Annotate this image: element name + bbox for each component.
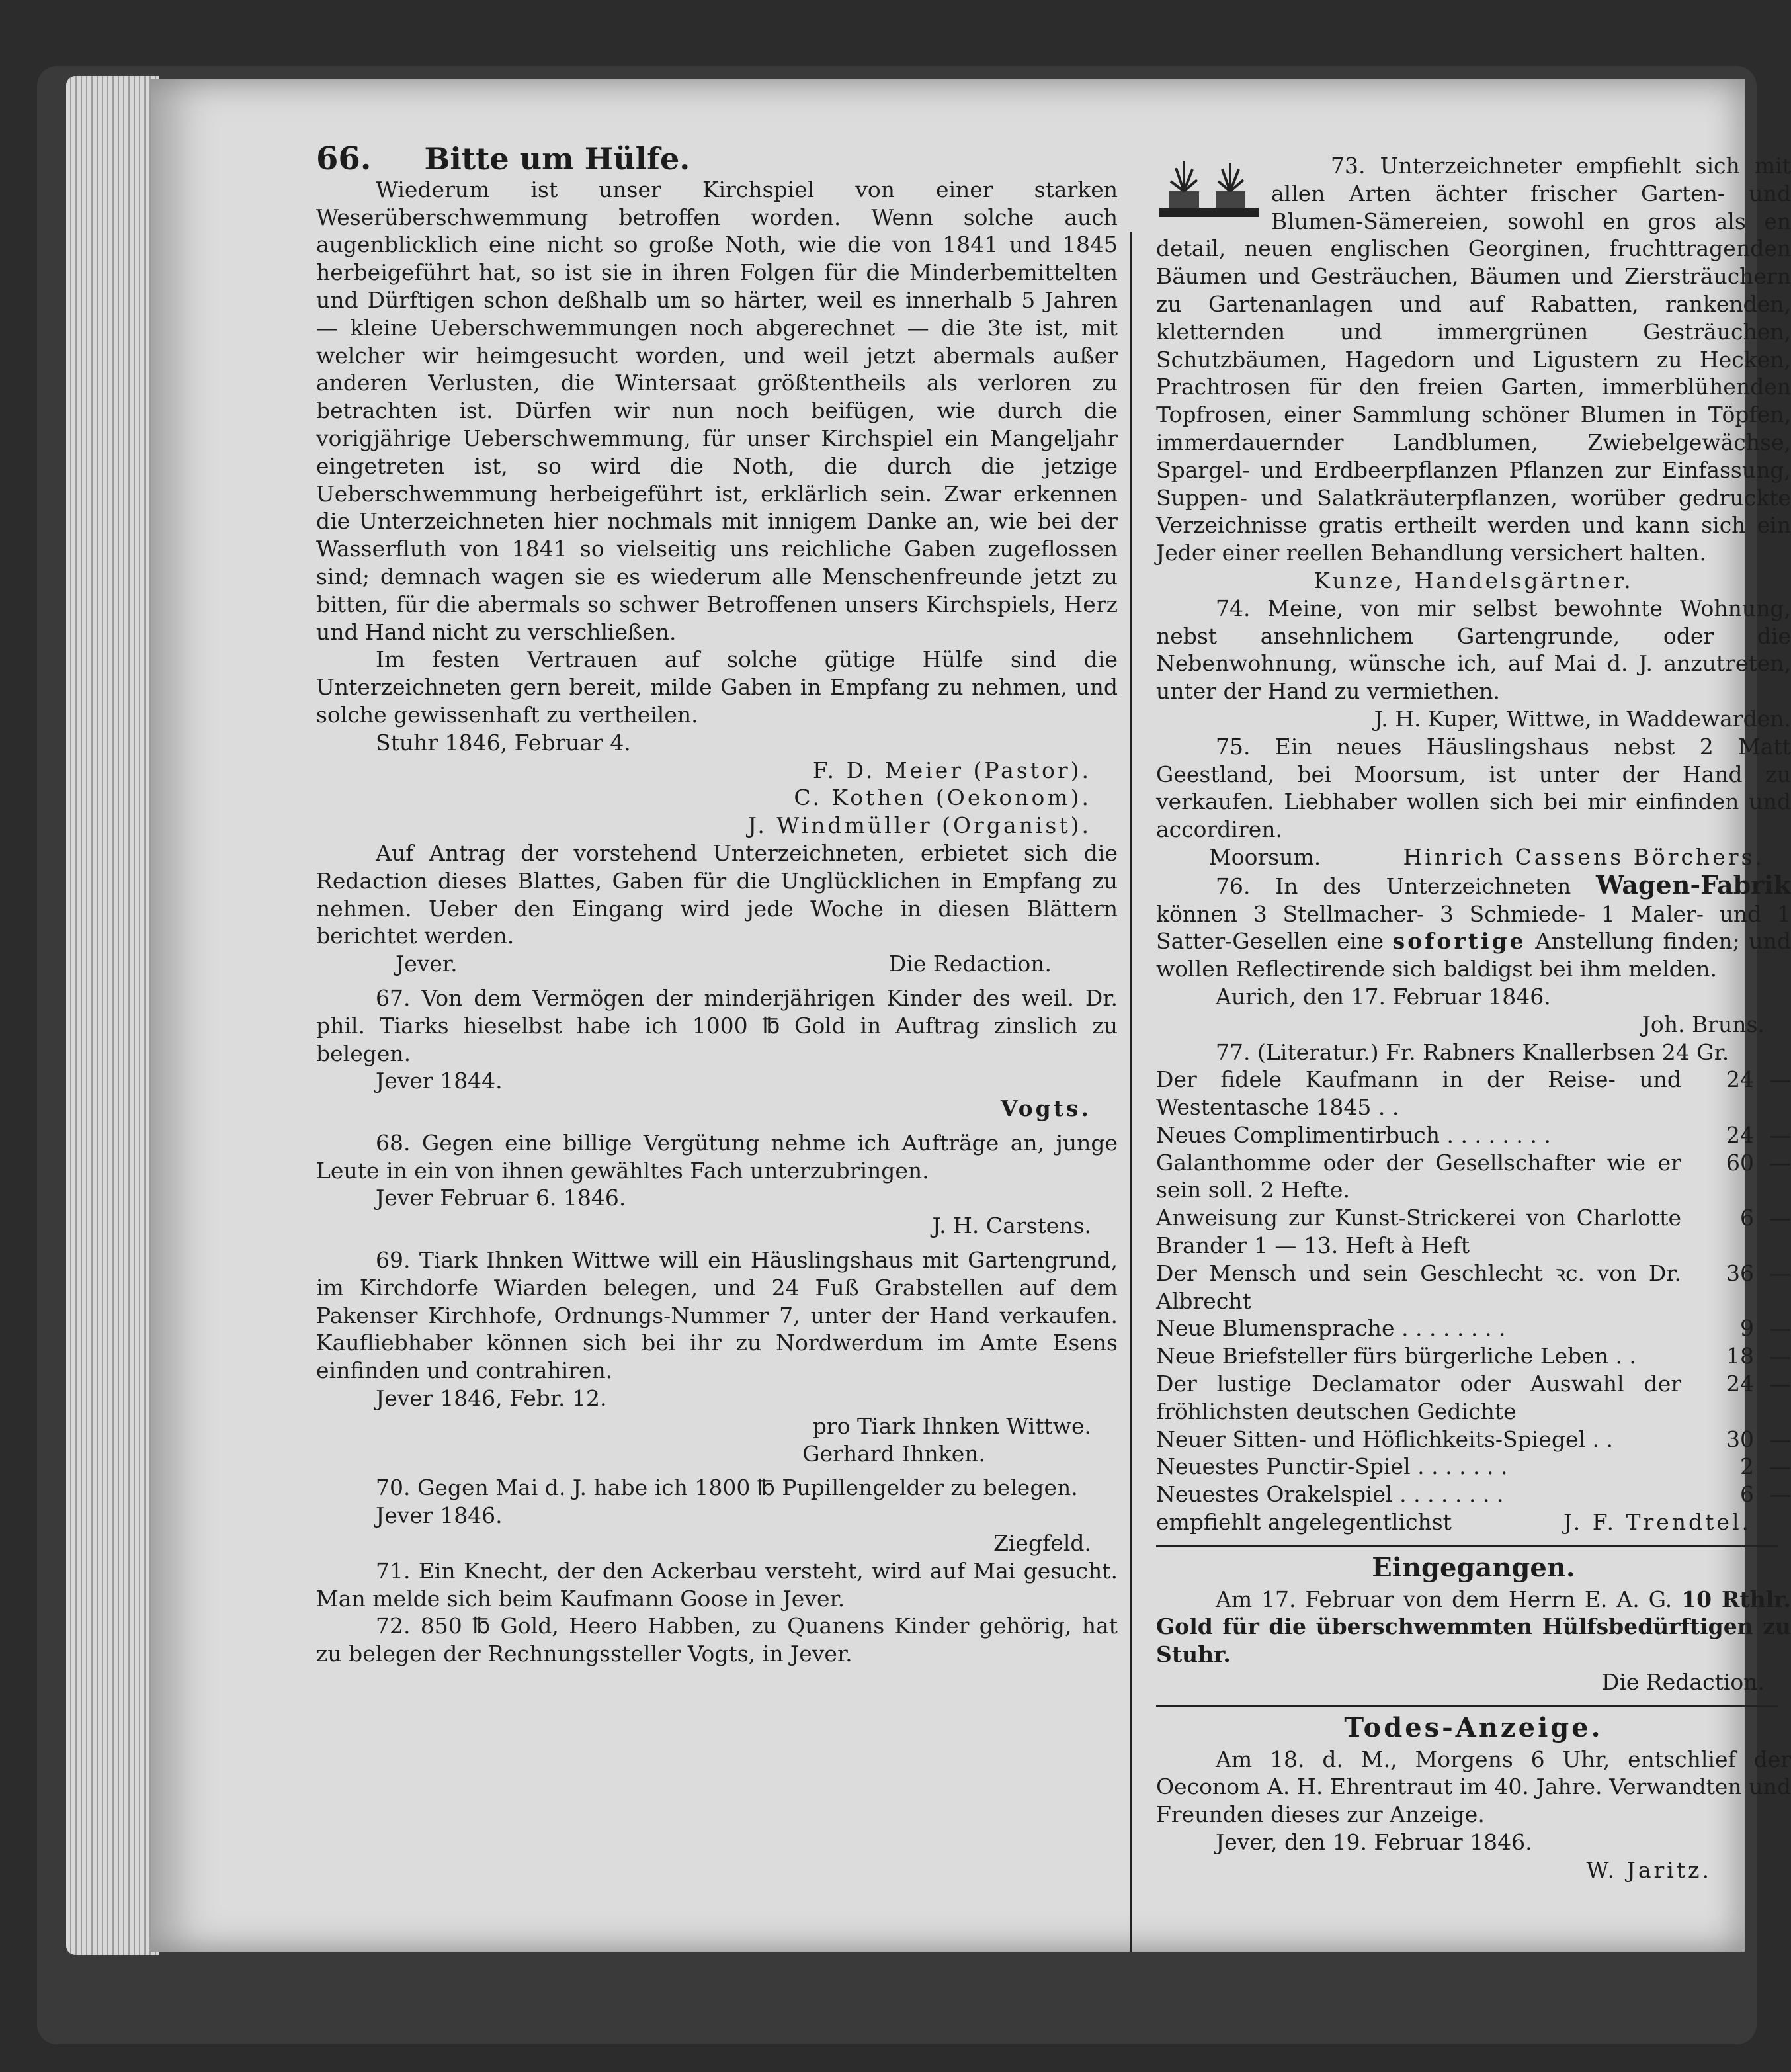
signature: C. Kothen (Oekonom). [794, 785, 1091, 811]
notice-76-signature: Joh. Bruns. [1642, 1011, 1765, 1037]
list-item [1156, 1370, 1791, 1426]
notice-74-signature: J. H. Kuper, Wittwe, in Waddewarden. [1374, 705, 1791, 732]
book-price: 36 [1726, 1260, 1754, 1286]
price-unit: — [1769, 1343, 1791, 1369]
book-price: 6 [1740, 1205, 1754, 1231]
eingegangen-heading: Eingegangen. [1372, 1551, 1575, 1583]
notice-77-intro: 77. (Literatur.) Fr. Rabners Knallerbsen 24 Gr. [1216, 1039, 1729, 1065]
notice-71-body: 71. Ein Knecht, der den Ackerbau versteht, wird auf Mai gesucht. Man melde sich beim Kaufmann Goose in Jever. [316, 1557, 1118, 1612]
notice-77-signoff [1156, 1508, 1791, 1536]
left-column [316, 140, 1118, 1668]
book-title: Galanthomme oder der Gesellschafter wie er sein soll. 2 Hefte. [1156, 1149, 1681, 1203]
book-title: Neuestes Punctir-Spiel . . . . . . . [1156, 1453, 1508, 1480]
notice-number: 66. [316, 140, 372, 177]
book-title: Anweisung zur Kunst-Strickerei von Charlotte Brander 1 — 13. Heft à Heft [1156, 1205, 1681, 1259]
signature: J. Windmüller (Organist). [747, 812, 1091, 839]
notice-76-text: 76. In des Unterzeichneten [1216, 873, 1596, 899]
wagen-fabrik-label: Wagen-Fabrik [1595, 869, 1791, 900]
todes-anzeige-heading: Todes-Anzeige. [1344, 1711, 1603, 1743]
eingegangen-amount: 10 Rthlr. Gold für die überschwemmten Hülfsbedürftigen zu Stuhr. [1156, 1586, 1791, 1668]
signature: F. D. Meier (Pastor). [812, 757, 1091, 783]
place: Moorsum. [1209, 843, 1321, 870]
book-title: Der fidele Kaufmann in der Reise- und Westentasche 1845 . . [1156, 1066, 1681, 1121]
page-edges [66, 76, 159, 1955]
notice-70-place: Jever 1846. [376, 1502, 503, 1529]
divider [1156, 1545, 1778, 1547]
notice-68-signature: J. H. Carstens. [932, 1213, 1091, 1239]
price-unit: — [1769, 1260, 1791, 1286]
right-column [1156, 152, 1791, 1884]
book-title: Der Mensch und sein Geschlecht ꝛc. von Dr. Albrecht [1156, 1260, 1681, 1314]
notice-75-signoff [1156, 843, 1791, 871]
eingegangen-text: Am 17. Februar von dem Herrn E. A. G. [1216, 1586, 1682, 1612]
notice-73-body: 73. Unterzeichneter empfiehlt sich mit allen Arten ächter frischer Garten- und Blumen-Sämereien, sowohl en gros als en detail, neuen englischen Georginen, fruchttragenden Bäumen und Gesträuchen, Bäumen und Ziersträuchern zu Gartenanlagen und auf Rabatten, rankenden, kletternden und immergrünen Gesträuchen, Schutzbäumen, Hagedorn und Ligustern zu Hecken, Prachtrosen für den freien Garten, immerblühenden Topfrosen, einer Sammlung schöner Blumen in Töpfen, immerdauernder Landblumen, Zwiebelgewächse, Spargel- und Erdbeerpflanzen Pflanzen zur Einfassung, Suppen- und Salatkräuterpflanzen, worüber gedruckte Verzeichnisse gratis ertheilt werden und kann sich ein Jeder einer reellen Behandlung versichert halten. [1156, 153, 1791, 566]
column-divider [1130, 232, 1132, 1952]
eingegangen-signature: Die Redaction. [1601, 1669, 1765, 1696]
list-item [1156, 1204, 1791, 1260]
place: Jever. [396, 951, 458, 977]
price-unit: — [1769, 1453, 1791, 1480]
list-item [1156, 1121, 1791, 1149]
notice-70-signature: Ziegfeld. [993, 1530, 1091, 1557]
book-price: 18 [1726, 1343, 1754, 1369]
book-title: Neue Briefsteller fürs bürgerliche Leben . . [1156, 1343, 1637, 1369]
redaction-note-signoff [316, 950, 1118, 978]
book-price: 30 [1726, 1426, 1754, 1452]
notice-68-body: 68. Gegen eine billige Vergütung nehme ich Aufträge an, junge Leute in ein von ihnen gewähltes Fach unterzubringen. [316, 1129, 1118, 1184]
price-unit: — [1769, 1121, 1791, 1148]
notice-73-signature: Kunze, Handelsgärtner. [1313, 567, 1634, 593]
list-item [1156, 1481, 1791, 1508]
eingegangen-body [1156, 1586, 1791, 1668]
price-unit: — [1769, 1426, 1791, 1452]
notice-67-signature: Vogts. [1001, 1096, 1091, 1122]
notice-66-body-2: Im festen Vertrauen auf solche gütige Hülfe sind die Unterzeichneten gern bereit, milde Gaben in Empfang zu nehmen, und solche gewissenhaft zu vertheilen. [316, 646, 1118, 728]
book-price: 6 [1740, 1481, 1754, 1508]
notice-67-body: 67. Von dem Vermögen der minderjährigen Kinder des weil. Dr. phil. Tiarks hieselbst habe ich 1000 ℔ Gold in Auftrag zinslich zu belegen. [316, 984, 1118, 1066]
todes-anzeige-place: Jever, den 19. Februar 1846. [1216, 1829, 1532, 1856]
notice-66-place: Stuhr 1846, Februar 4. [376, 729, 631, 755]
book-price: 60 [1726, 1149, 1754, 1176]
price-unit: — [1769, 1205, 1791, 1231]
notice-68-place: Jever Februar 6. 1846. [376, 1185, 626, 1211]
notice-76-place: Aurich, den 17. Februar 1846. [1216, 983, 1551, 1010]
notice-69-place: Jever 1846, Febr. 12. [376, 1385, 607, 1412]
notice-76-text: können 3 Stellmacher- 3 Schmiede- 1 Maler- und 1 Satter-Gesellen eine [1156, 900, 1791, 955]
list-item [1156, 1342, 1791, 1370]
list-item [1156, 1066, 1791, 1121]
list-item [1156, 1149, 1791, 1205]
price-unit: — [1769, 1066, 1791, 1093]
book-title: Neues Complimentirbuch . . . . . . . . [1156, 1121, 1551, 1148]
price-unit: — [1769, 1481, 1791, 1508]
book-title: Neuestes Orakelspiel . . . . . . . . [1156, 1481, 1504, 1508]
divider [1156, 1705, 1778, 1707]
notice-76-text: Anstellung finden; und wollen Reflectirende sich baldigst bei ihm melden. [1156, 928, 1791, 982]
notice-title: Bitte um Hülfe. [424, 141, 690, 177]
sofortige-label: sofortige [1392, 928, 1526, 955]
notice-72-body: 72. 850 ℔ Gold, Heero Habben, zu Quanens Kinder gehörig, hat zu belegen der Rechnungssteller Vogts, in Jever. [316, 1613, 1118, 1667]
list-item [1156, 1453, 1791, 1481]
price-unit: — [1769, 1371, 1791, 1397]
signature: J. F. Trendtel. [1563, 1509, 1751, 1535]
notice-69-signature-2: Gerhard Ihnken. [802, 1440, 985, 1467]
notice-67-place: Jever 1844. [376, 1068, 503, 1094]
signature: Die Redaction. [888, 951, 1052, 977]
todes-anzeige-body: Am 18. d. M., Morgens 6 Uhr, entschlief der Oeconom A. H. Ehrentraut im 40. Jahre. Verwandten und Freunden dieses zur Anzeige. [1156, 1746, 1791, 1828]
notice-69-signature: pro Tiark Ihnken Wittwe. [812, 1412, 1091, 1439]
book-title: Neue Blumensprache . . . . . . . . [1156, 1315, 1506, 1342]
flower-pots-icon [1156, 155, 1262, 228]
notice-69-body: 69. Tiark Ihnken Wittwe will ein Häuslingshaus mit Gartengrund, im Kirchdorfe Wiarden belegen, und 24 Fuß Grabstellen auf dem Pakenser Kirchhofe, Ordnungs-Nummer 7, unter der Hand verkaufen. Kaufliebhaber können sich bei ihr zu Nordwerdum im Amte Esens einfinden und contrahiren. [316, 1247, 1118, 1384]
notice-74-body: 74. Meine, von mir selbst bewohnte Wohnung, nebst ansehnlichem Gartengrunde, oder die Nebenwohnung, wünsche ich, auf Mai d. J. anzutreten, unter der Hand zu vermiethen. [1156, 595, 1791, 705]
closing: empfiehlt angelegentlichst [1156, 1509, 1452, 1535]
list-item [1156, 1260, 1791, 1315]
list-item [1156, 1315, 1791, 1342]
todes-anzeige-signature: W. Jaritz. [1586, 1856, 1712, 1883]
notice-66-body: Wiederum ist unser Kirchspiel von einer starken Weserüberschwemmung betroffen worden. Wenn solche auch augenblicklich eine nicht so große Noth, wie die von 1841 und 1845 herbeigeführt hat, so ist sie in ihren Folgen für die Minderbemittelten und Dürftigen schon deßhalb um so härter, weil es innerhalb 5 Jahren — kleine Ueberschwemmungen noch abgerechnet — die 3te ist, mit welcher wir heimgesucht worden, und weil jetzt abermals außer anderen Verlusten, die Wintersaat größtentheils als verloren zu betrachten ist. Dürfen wir nun noch beifügen, wie durch die vorigjährige Ueberschwemmung, für unser Kirchspiel ein Mangeljahr eingetreten ist, so wird die Noth, die durch die jetzige Ueberschwemmung herbeigeführt ist, erklärlich sein. Zwar erkennen die Unterzeichneten hier nochmals mit innigem Danke an, wie bei der Wasserfluth von 1841 so vielseitig uns reichliche Gaben zugeflossen sind; demnach wagen sie es wiederum alle Menschenfreunde jetzt zu bitten, für die abermals so schwer Betroffenen unsers Kirchspiels, Herz und Hand nicht zu verschließen. [316, 176, 1118, 645]
book-price: 24 [1726, 1066, 1754, 1093]
price-unit: — [1769, 1315, 1791, 1342]
list-item [1156, 1426, 1791, 1453]
notice-75-body: 75. Ein neues Häuslingshaus nebst 2 Matt Geestland, bei Moorsum, ist unter der Hand zu verkaufen. Liebhaber wollen sich bei mir einfinden und accordiren. [1156, 733, 1791, 843]
book-price: 9 [1740, 1315, 1754, 1342]
book-price: 2 [1740, 1453, 1754, 1480]
literature-list [1156, 1066, 1791, 1508]
notice-76-body [1156, 871, 1791, 983]
signature: Hinrich Cassens Börchers. [1403, 843, 1765, 870]
redaction-note: Auf Antrag der vorstehend Unterzeichneten, erbietet sich die Redaction dieses Blattes, Gaben für die Unglücklichen in Empfang zu nehmen. Ueber den Eingang wird jede Woche in diesen Blättern berichtet werden. [316, 840, 1118, 949]
price-unit: — [1769, 1149, 1791, 1176]
book-price: 24 [1726, 1371, 1754, 1397]
notice-66-heading [316, 140, 1118, 177]
book-title: Der lustige Declamator oder Auswahl der fröhlichsten deutschen Gedichte [1156, 1371, 1681, 1424]
notice-70-body: 70. Gegen Mai d. J. habe ich 1800 ℔ Pupillengelder zu belegen. [376, 1475, 1078, 1501]
book-title: Neuer Sitten- und Höflichkeits-Spiegel . . [1156, 1426, 1614, 1452]
book-price: 24 [1726, 1121, 1754, 1148]
newspaper-page [151, 79, 1791, 1952]
